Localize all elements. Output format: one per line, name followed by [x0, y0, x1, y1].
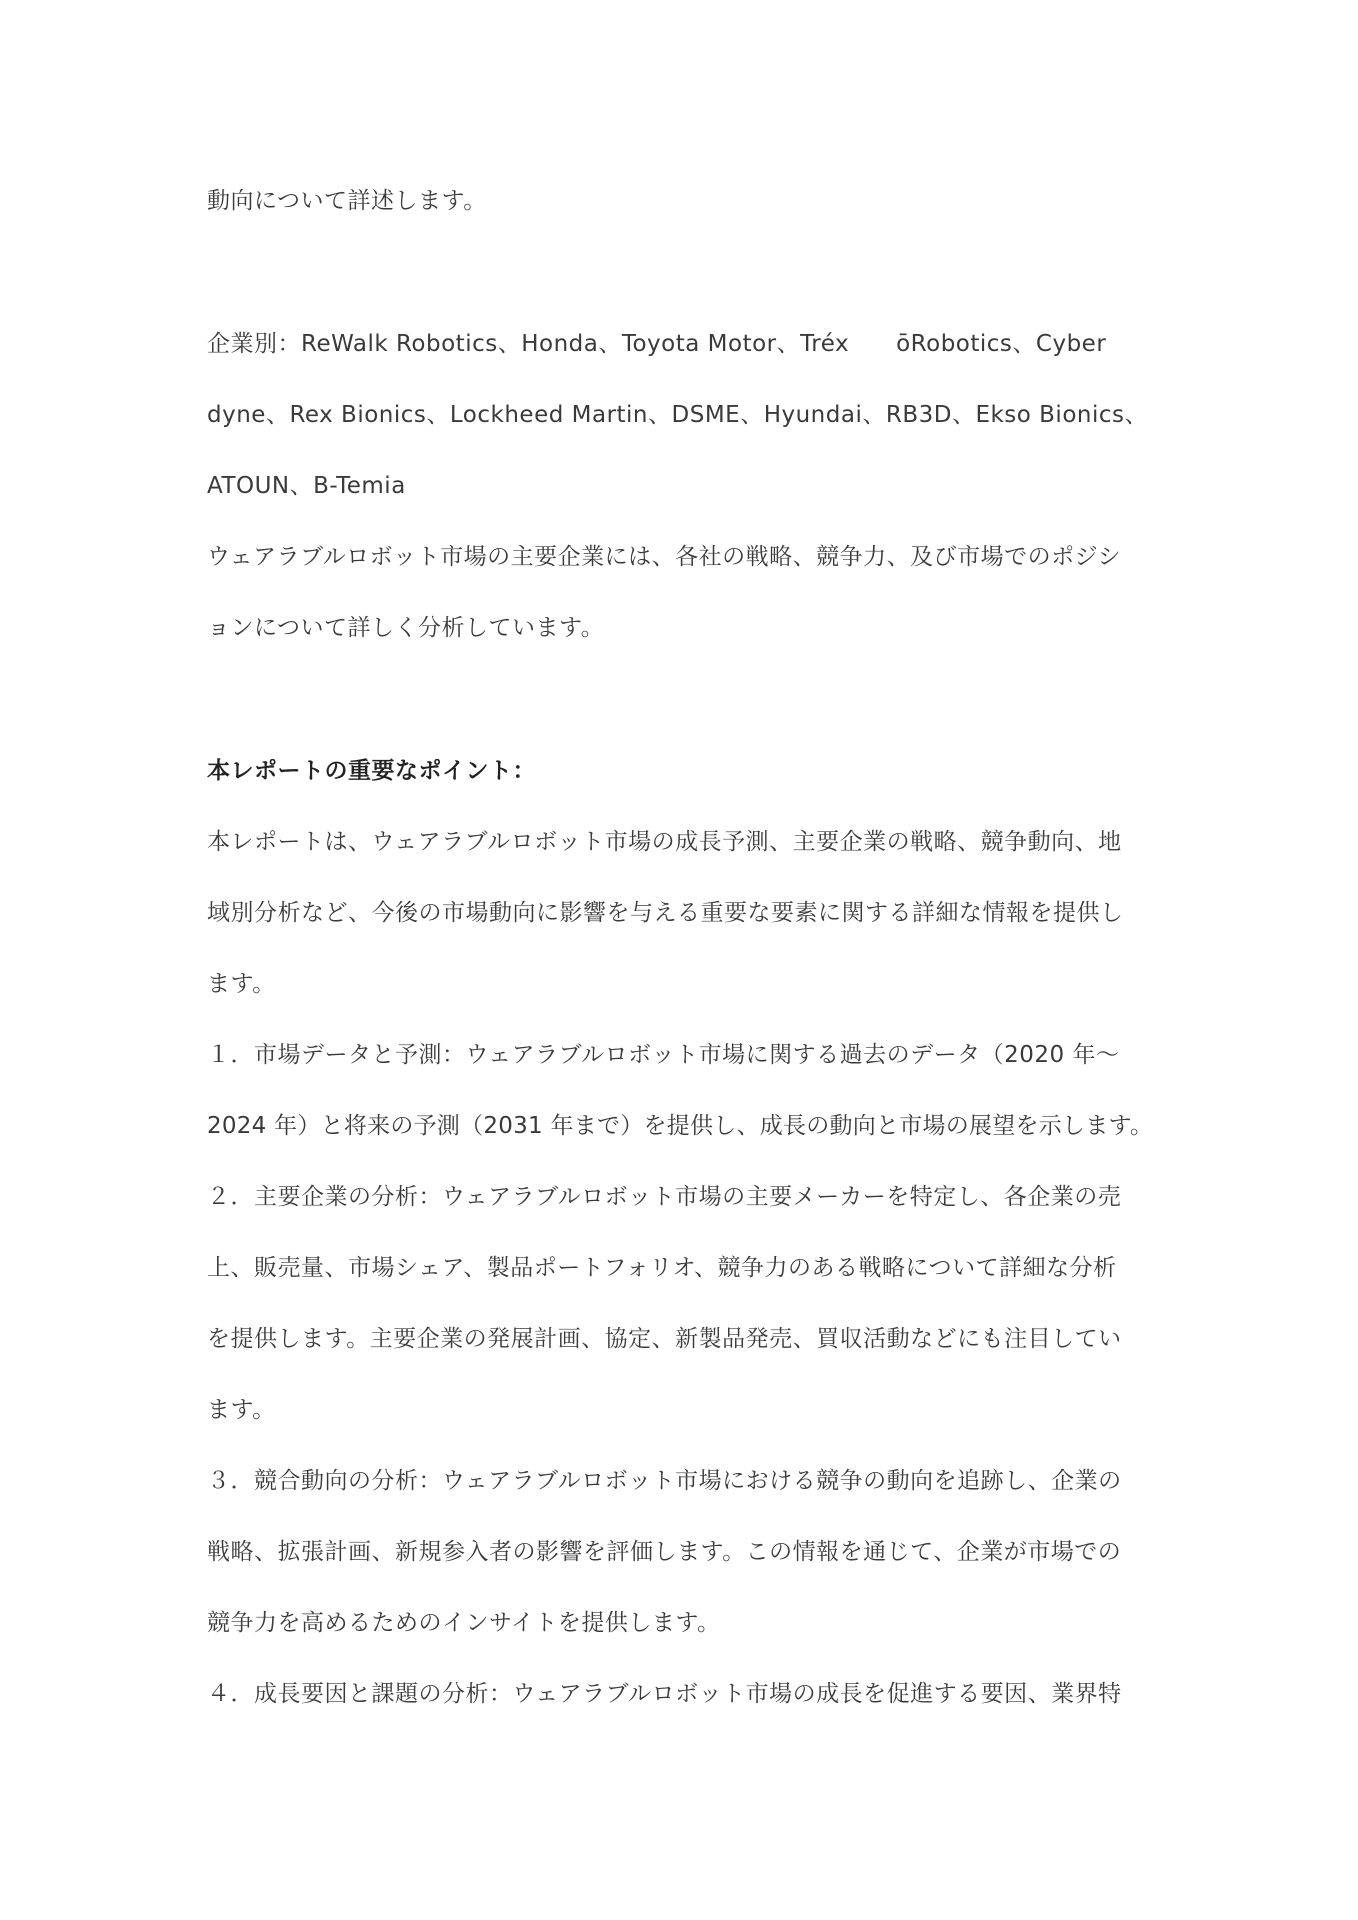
text-line-point1-1: １．市場データと予測：ウェアラブルロボット市場に関する過去のデータ（2020 年～ — [207, 1042, 1120, 1068]
text-line-summary-2: 域別分析など、今後の市場動向に影響を与える重要な要素に関する詳細な情報を提供し — [207, 900, 1124, 926]
text-line-summary-3: ます。 — [207, 971, 276, 997]
text-line-point1-2: 2024 年）と将来の予測（2031 年まで）を提供し、成長の動向と市場の展望を示します。 — [207, 1113, 1154, 1139]
text-line-point3-3: 競争力を高めるためのインサイトを提供します。 — [207, 1610, 721, 1636]
text-line-point3-1: ３．競合動向の分析：ウェアラブルロボット市場における競争の動向を追跡し、企業の — [207, 1468, 1122, 1494]
section-heading: 本レポートの重要なポイント： — [207, 758, 536, 784]
text-line-companies-2: dyne、Rex Bionics、Lockheed Martin、DSME、Hyundai、RB3D、Ekso Bionics、 — [207, 402, 1148, 428]
text-line-companies-desc-1: ウェアラブルロボット市場の主要企業には、各社の戦略、競争力、及び市場でのポジシ — [207, 544, 1122, 570]
text-line-point4-1: ４．成長要因と課題の分析：ウェアラブルロボット市場の成長を促進する要因、業界特 — [207, 1681, 1122, 1707]
text-line-companies-desc-2: ョンについて詳しく分析しています。 — [207, 615, 605, 641]
text-line-point3-2: 戦略、拡張計画、新規参入者の影響を評価します。この情報を通じて、企業が市場での — [207, 1539, 1122, 1565]
text-line-point2-3: を提供します。主要企業の発展計画、協定、新製品発売、買収活動などにも注目してい — [207, 1326, 1122, 1352]
text-line-intro-end: 動向について詳述します。 — [207, 188, 487, 214]
text-line-point2-2: 上、販売量、市場シェア、製品ポートフォリオ、競争力のある戦略について詳細な分析 — [207, 1255, 1117, 1281]
text-line-point2-4: ます。 — [207, 1397, 276, 1423]
text-line-summary-1: 本レポートは、ウェアラブルロボット市場の成長予測、主要企業の戦略、競争動向、地 — [207, 829, 1122, 855]
text-line-companies-3: ATOUN、B-Temia — [207, 473, 406, 499]
text-line-companies-1: 企業別：ReWalk Robotics、Honda、Toyota Motor、Tréx ōRobotics、Cyber — [207, 331, 1107, 357]
text-line-point2-1: ２．主要企業の分析：ウェアラブルロボット市場の主要メーカーを特定し、各企業の売 — [207, 1184, 1122, 1210]
